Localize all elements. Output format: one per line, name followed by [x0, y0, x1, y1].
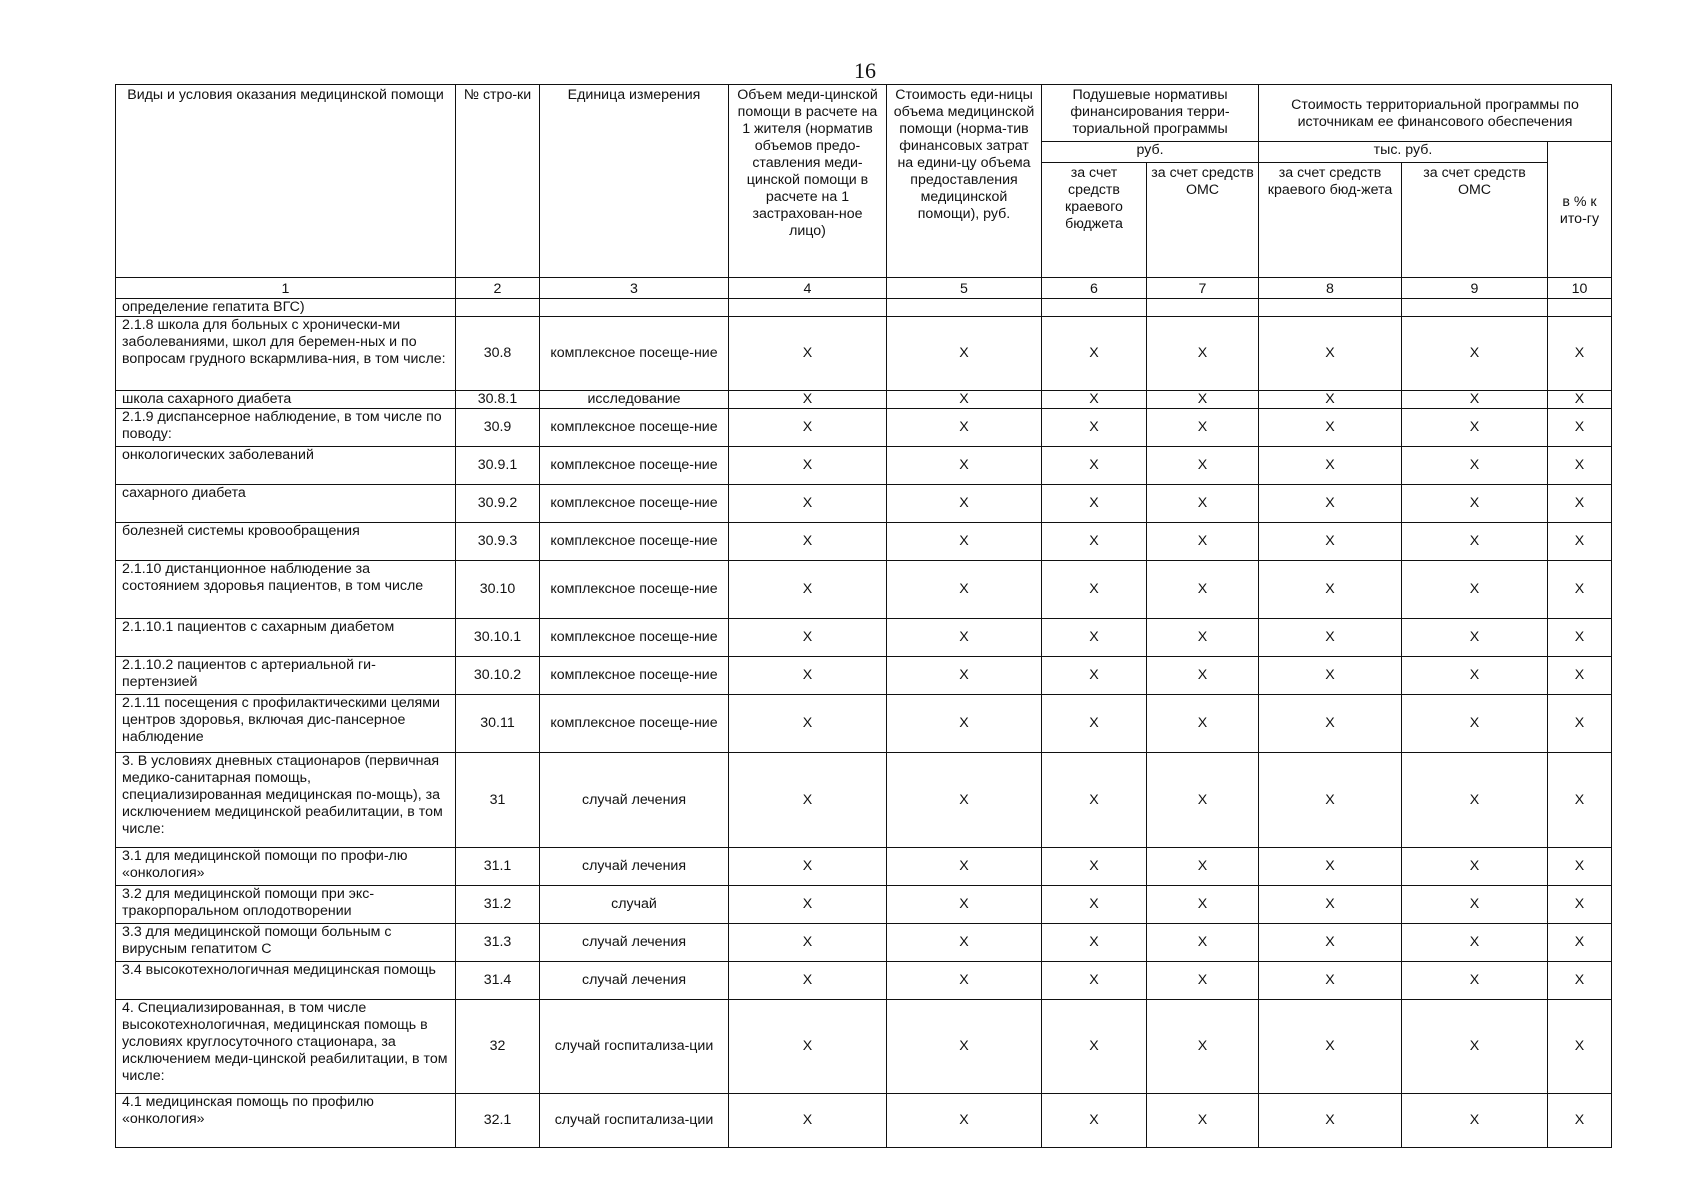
- row-value-cell: X: [887, 619, 1042, 657]
- table-header: [116, 85, 1612, 299]
- row-value-cell: X: [887, 391, 1042, 409]
- row-unit: комплексное посеще-ние: [540, 561, 729, 619]
- row-value-cell: X: [1402, 695, 1548, 753]
- row-value-cell: X: [1147, 485, 1259, 523]
- row-value-cell: X: [729, 1094, 887, 1148]
- row-value-cell: X: [1402, 848, 1548, 886]
- row-line-number: 30.9.3: [456, 523, 540, 561]
- row-line-number: 32: [456, 1000, 540, 1094]
- header-percent: в % к ито-гу: [1548, 142, 1612, 278]
- row-value-cell: X: [1042, 924, 1147, 962]
- row-label: 2.1.10.1 пациентов с сахарным диабетом: [116, 619, 456, 657]
- row-value-cell: X: [1548, 962, 1612, 1000]
- row-value-cell: X: [1402, 447, 1548, 485]
- row-value-cell: X: [729, 523, 887, 561]
- table-row: [116, 848, 1612, 886]
- row-value-cell: X: [887, 848, 1042, 886]
- row-value-cell: X: [1042, 561, 1147, 619]
- table-row: [116, 1000, 1612, 1094]
- row-label: 2.1.8 школа для больных с хронически-ми заболеваниями, школ для беремен-ных и по вопросам грудного вскармлива-ния, в том числе:: [116, 317, 456, 391]
- row-line-number: 30.10.1: [456, 619, 540, 657]
- row-value-cell: X: [1042, 523, 1147, 561]
- table-row: [116, 619, 1612, 657]
- row-value-cell: X: [1259, 886, 1402, 924]
- row-cell: [1147, 299, 1259, 317]
- row-value-cell: X: [887, 317, 1042, 391]
- table-row: [116, 657, 1612, 695]
- row-value-cell: X: [1042, 848, 1147, 886]
- row-line-number: 30.9.1: [456, 447, 540, 485]
- row-value-cell: X: [1147, 523, 1259, 561]
- row-value-cell: X: [1548, 619, 1612, 657]
- row-value-cell: X: [1402, 523, 1548, 561]
- row-value-cell: X: [1548, 391, 1612, 409]
- header-percapita-group: Подушевые нормативы финансирования терри-ториальной программы: [1042, 85, 1259, 142]
- row-label: 2.1.9 диспансерное наблюдение, в том числе по поводу:: [116, 409, 456, 447]
- row-value-cell: X: [1042, 962, 1147, 1000]
- row-value-cell: X: [1402, 962, 1548, 1000]
- row-value-cell: X: [1147, 886, 1259, 924]
- header-volume: Объем меди-цинской помощи в расчете на 1 жителя (норматив объемов предо-ставления меди-цинской помощи в расчете на 1 застрахован-ное лицо): [729, 85, 887, 278]
- row-cell: [456, 299, 540, 317]
- row-value-cell: X: [887, 1000, 1042, 1094]
- row-value-cell: X: [1259, 523, 1402, 561]
- row-value-cell: X: [729, 695, 887, 753]
- row-cell: [1259, 299, 1402, 317]
- row-value-cell: X: [1042, 391, 1147, 409]
- row-label: 3.2 для медицинской помощи при экс-тракорпоральном оплодотворении: [116, 886, 456, 924]
- col-number: 4: [729, 278, 887, 299]
- program-cost-table: [115, 84, 1612, 1148]
- row-value-cell: X: [1147, 753, 1259, 848]
- row-value-cell: X: [887, 485, 1042, 523]
- row-value-cell: X: [729, 619, 887, 657]
- row-cell: [1402, 299, 1548, 317]
- row-value-cell: X: [1548, 447, 1612, 485]
- row-value-cell: X: [1042, 317, 1147, 391]
- row-value-cell: X: [729, 409, 887, 447]
- row-line-number: 31.1: [456, 848, 540, 886]
- row-line-number: 32.1: [456, 1094, 540, 1148]
- row-value-cell: X: [729, 848, 887, 886]
- row-value-cell: X: [1259, 1000, 1402, 1094]
- row-value-cell: X: [729, 753, 887, 848]
- row-value-cell: X: [887, 695, 1042, 753]
- row-value-cell: X: [1402, 561, 1548, 619]
- row-label: 2.1.10.2 пациентов с артериальной ги-пертензией: [116, 657, 456, 695]
- row-value-cell: X: [729, 485, 887, 523]
- row-value-cell: X: [1147, 1094, 1259, 1148]
- row-value-cell: X: [1259, 657, 1402, 695]
- row-line-number: 30.11: [456, 695, 540, 753]
- row-value-cell: X: [887, 561, 1042, 619]
- col-number: 5: [887, 278, 1042, 299]
- row-value-cell: X: [887, 886, 1042, 924]
- page-number: 16: [854, 58, 876, 83]
- row-line-number: 30.8.1: [456, 391, 540, 409]
- row-line-number: 31.3: [456, 924, 540, 962]
- row-value-cell: X: [887, 447, 1042, 485]
- row-value-cell: X: [1548, 317, 1612, 391]
- row-line-number: 30.10.2: [456, 657, 540, 695]
- row-value-cell: X: [1042, 447, 1147, 485]
- row-value-cell: X: [1259, 447, 1402, 485]
- row-unit: случай госпитализа-ции: [540, 1000, 729, 1094]
- row-value-cell: X: [1402, 1094, 1548, 1148]
- row-value-cell: X: [1259, 695, 1402, 753]
- row-label: 4.1 медицинская помощь по профилю «онкология»: [116, 1094, 456, 1148]
- row-value-cell: X: [1548, 924, 1612, 962]
- row-value-cell: X: [1402, 485, 1548, 523]
- header-cost-oms: за счет средств ОМС: [1402, 163, 1548, 278]
- row-value-cell: X: [1147, 619, 1259, 657]
- row-line-number: 30.8: [456, 317, 540, 391]
- row-value-cell: X: [887, 924, 1042, 962]
- row-value-cell: X: [1147, 561, 1259, 619]
- col-number: 9: [1402, 278, 1548, 299]
- row-value-cell: X: [1548, 695, 1612, 753]
- row-value-cell: X: [1042, 886, 1147, 924]
- row-label: 3.1 для медицинской помощи по профи-лю «онкология»: [116, 848, 456, 886]
- row-label: 3. В условиях дневных стационаров (первичная медико-санитарная помощь, специализированная медицинская по-мощь), за исключением медицинской реабилитации, в том числе:: [116, 753, 456, 848]
- table-row: [116, 753, 1612, 848]
- table-row: [116, 391, 1612, 409]
- row-cell: [540, 299, 729, 317]
- row-value-cell: X: [1548, 848, 1612, 886]
- row-value-cell: X: [729, 657, 887, 695]
- row-unit: случай лечения: [540, 924, 729, 962]
- row-value-cell: X: [729, 924, 887, 962]
- header-cost-group: Стоимость территориальной программы по источникам ее финансового обеспечения: [1259, 85, 1612, 142]
- row-unit: случай лечения: [540, 962, 729, 1000]
- row-cell: [729, 299, 887, 317]
- row-value-cell: X: [1042, 695, 1147, 753]
- row-value-cell: X: [1259, 561, 1402, 619]
- row-value-cell: X: [1042, 485, 1147, 523]
- row-cell: [1548, 299, 1612, 317]
- table-row: [116, 924, 1612, 962]
- row-value-cell: X: [887, 523, 1042, 561]
- row-unit: комплексное посеще-ние: [540, 619, 729, 657]
- table-row: [116, 1094, 1612, 1148]
- row-unit: комплексное посеще-ние: [540, 485, 729, 523]
- row-value-cell: X: [1259, 619, 1402, 657]
- row-value-cell: X: [1147, 447, 1259, 485]
- row-value-cell: X: [887, 409, 1042, 447]
- row-label: школа сахарного диабета: [116, 391, 456, 409]
- row-value-cell: X: [729, 447, 887, 485]
- row-value-cell: X: [1259, 924, 1402, 962]
- row-value-cell: X: [729, 561, 887, 619]
- header-percapita-regional: за счет средств краевого бюджета: [1042, 163, 1147, 278]
- row-value-cell: X: [1259, 1094, 1402, 1148]
- row-value-cell: X: [1548, 657, 1612, 695]
- row-value-cell: X: [887, 657, 1042, 695]
- header-kinds: Виды и условия оказания медицинской помощи: [116, 85, 456, 278]
- table-row: [116, 409, 1612, 447]
- header-unit-cost: Стоимость еди-ницы объема медицинской помощи (норма-тив финансовых затрат на едини-цу объема предоставления медицинской помощи), руб.: [887, 85, 1042, 278]
- row-cell: [1042, 299, 1147, 317]
- row-value-cell: X: [1402, 409, 1548, 447]
- row-value-cell: X: [1259, 848, 1402, 886]
- row-value-cell: X: [1548, 485, 1612, 523]
- row-label: сахарного диабета: [116, 485, 456, 523]
- row-value-cell: X: [1548, 561, 1612, 619]
- row-value-cell: X: [1147, 1000, 1259, 1094]
- row-value-cell: X: [1042, 1094, 1147, 1148]
- row-unit: случай госпитализа-ции: [540, 1094, 729, 1148]
- row-value-cell: X: [1548, 1000, 1612, 1094]
- row-unit: случай: [540, 886, 729, 924]
- row-value-cell: X: [887, 962, 1042, 1000]
- row-unit: случай лечения: [540, 848, 729, 886]
- table-row: [116, 962, 1612, 1000]
- row-unit: комплексное посеще-ние: [540, 317, 729, 391]
- row-unit: комплексное посеще-ние: [540, 523, 729, 561]
- row-value-cell: X: [1147, 924, 1259, 962]
- row-value-cell: X: [1402, 886, 1548, 924]
- row-line-number: 31.2: [456, 886, 540, 924]
- row-label: болезней системы кровообращения: [116, 523, 456, 561]
- table-row: [116, 299, 1612, 317]
- row-value-cell: X: [1402, 753, 1548, 848]
- table-row: [116, 447, 1612, 485]
- table-body: [116, 299, 1612, 1148]
- row-value-cell: X: [1147, 695, 1259, 753]
- row-value-cell: X: [1042, 1000, 1147, 1094]
- row-value-cell: X: [1042, 409, 1147, 447]
- row-value-cell: X: [1147, 409, 1259, 447]
- row-value-cell: X: [1147, 391, 1259, 409]
- table-row: [116, 317, 1612, 391]
- col-number: 8: [1259, 278, 1402, 299]
- row-value-cell: X: [1259, 962, 1402, 1000]
- row-value-cell: X: [1259, 753, 1402, 848]
- header-cost-regional: за счет средств краевого бюд-жета: [1259, 163, 1402, 278]
- row-line-number: 31: [456, 753, 540, 848]
- row-value-cell: X: [1402, 924, 1548, 962]
- row-unit: комплексное посеще-ние: [540, 695, 729, 753]
- col-number: 1: [116, 278, 456, 299]
- header-unit-thous: тыс. руб.: [1259, 142, 1548, 163]
- row-value-cell: X: [887, 753, 1042, 848]
- header-line-no: № стро-ки: [456, 85, 540, 278]
- col-number: 7: [1147, 278, 1259, 299]
- row-value-cell: X: [1259, 391, 1402, 409]
- row-value-cell: X: [1548, 753, 1612, 848]
- row-value-cell: X: [1147, 657, 1259, 695]
- row-value-cell: X: [1402, 1000, 1548, 1094]
- row-unit: исследование: [540, 391, 729, 409]
- table-row: [116, 886, 1612, 924]
- row-line-number: 31.4: [456, 962, 540, 1000]
- row-value-cell: X: [729, 317, 887, 391]
- row-value-cell: X: [1042, 619, 1147, 657]
- row-value-cell: X: [729, 1000, 887, 1094]
- row-value-cell: X: [1147, 317, 1259, 391]
- row-value-cell: X: [1147, 962, 1259, 1000]
- row-value-cell: X: [729, 391, 887, 409]
- row-value-cell: X: [1259, 409, 1402, 447]
- col-number: 3: [540, 278, 729, 299]
- col-number: 10: [1548, 278, 1612, 299]
- col-number: 6: [1042, 278, 1147, 299]
- row-value-cell: X: [1147, 848, 1259, 886]
- header-unit: Единица измерения: [540, 85, 729, 278]
- row-value-cell: X: [1042, 657, 1147, 695]
- row-label: 4. Специализированная, в том числе высокотехнологичная, медицинская помощь в условиях круглосуточного стационара, за исключением меди-цинской реабилитации, в том числе:: [116, 1000, 456, 1094]
- table-row: [116, 523, 1612, 561]
- row-value-cell: X: [1402, 619, 1548, 657]
- header-percapita-oms: за счет средств ОМС: [1147, 163, 1259, 278]
- table-row: [116, 695, 1612, 753]
- row-line-number: 30.9.2: [456, 485, 540, 523]
- row-value-cell: X: [1548, 409, 1612, 447]
- row-value-cell: X: [1402, 657, 1548, 695]
- row-value-cell: X: [1402, 391, 1548, 409]
- row-unit: комплексное посеще-ние: [540, 657, 729, 695]
- row-label: 2.1.10 дистанционное наблюдение за состоянием здоровья пациентов, в том числе: [116, 561, 456, 619]
- row-label: 3.4 высокотехнологичная медицинская помощь: [116, 962, 456, 1000]
- row-unit: комплексное посеще-ние: [540, 409, 729, 447]
- row-label: 2.1.11 посещения с профилактическими целями центров здоровья, включая дис-пансерное наблюдение: [116, 695, 456, 753]
- row-label: 3.3 для медицинской помощи больным с вирусным гепатитом С: [116, 924, 456, 962]
- table-row: [116, 561, 1612, 619]
- row-line-number: 30.10: [456, 561, 540, 619]
- row-label: определение гепатита ВГС): [116, 299, 456, 317]
- row-value-cell: X: [1259, 317, 1402, 391]
- row-value-cell: X: [729, 962, 887, 1000]
- row-line-number: 30.9: [456, 409, 540, 447]
- column-numbers-row: [116, 278, 1612, 299]
- row-label: онкологических заболеваний: [116, 447, 456, 485]
- table-row: [116, 485, 1612, 523]
- row-value-cell: X: [1548, 886, 1612, 924]
- row-value-cell: X: [1548, 523, 1612, 561]
- row-value-cell: X: [729, 886, 887, 924]
- row-unit: случай лечения: [540, 753, 729, 848]
- header-unit-rub: руб.: [1042, 142, 1259, 163]
- row-value-cell: X: [887, 1094, 1042, 1148]
- row-value-cell: X: [1259, 485, 1402, 523]
- row-value-cell: X: [1402, 317, 1548, 391]
- row-value-cell: X: [1042, 753, 1147, 848]
- row-value-cell: X: [1548, 1094, 1612, 1148]
- row-unit: комплексное посеще-ние: [540, 447, 729, 485]
- col-number: 2: [456, 278, 540, 299]
- row-cell: [887, 299, 1042, 317]
